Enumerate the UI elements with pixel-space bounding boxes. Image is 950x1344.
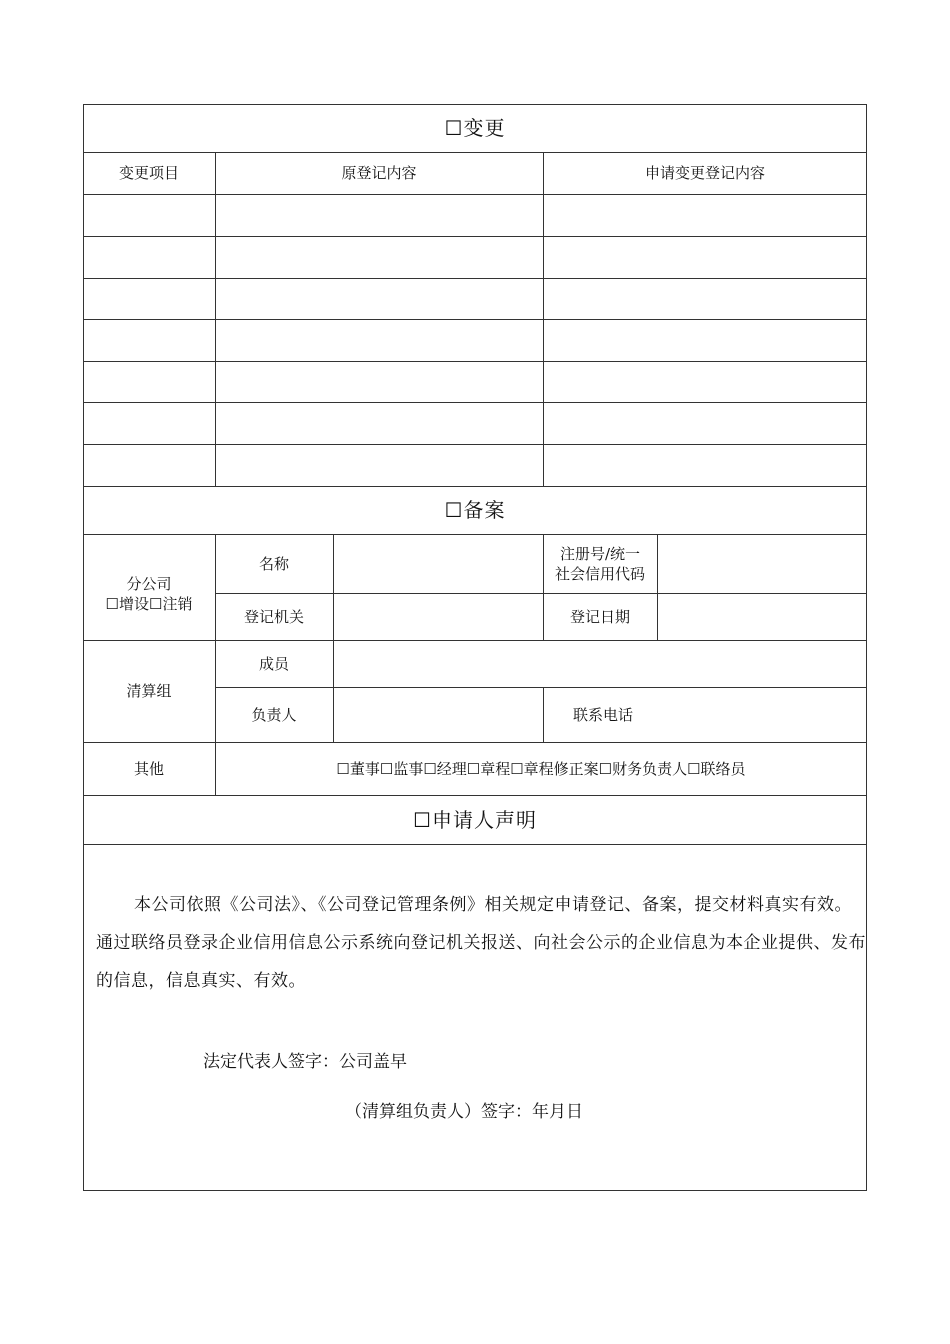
header-change-item: 变更项目 [118, 164, 179, 182]
other-options[interactable]: ☐董事☐监事☐经理☐章程☐章程修正案☐财务负责人☐联络员 [336, 759, 746, 778]
liquidation-leader-label: 负责人 [251, 705, 297, 724]
liquidation-members-label: 成员 [258, 654, 289, 673]
change-row-5-original[interactable] [215, 361, 543, 402]
change-row-7-item[interactable] [83, 444, 215, 486]
change-row-1-requested[interactable] [543, 194, 867, 236]
change-row-3-original[interactable] [215, 278, 543, 319]
branch-label-line2: ☐增设☐注销 [105, 595, 193, 613]
branch-label [83, 548, 215, 640]
branch-date-field[interactable] [657, 593, 867, 640]
branch-regno-label-line1: 注册号/统一 [559, 544, 641, 563]
branch-name-field[interactable] [333, 534, 543, 593]
change-row-2-requested[interactable] [543, 236, 867, 278]
change-row-6-requested[interactable] [543, 402, 867, 444]
header-requested-content: 申请变更登记内容 [644, 164, 765, 182]
change-row-4-requested[interactable] [543, 319, 867, 361]
branch-regno-field[interactable] [657, 534, 867, 593]
legal-rep-signature[interactable]: 法定代表人签字：公司盖早 [203, 1052, 407, 1072]
change-row-2-original[interactable] [215, 236, 543, 278]
branch-name-label: 名称 [258, 554, 289, 573]
branch-date-label: 登记日期 [569, 607, 630, 626]
liquidation-leader-field[interactable] [333, 687, 543, 742]
branch-authority-label: 登记机关 [243, 607, 304, 626]
other-label: 其他 [133, 759, 164, 778]
change-row-3-requested[interactable] [543, 278, 867, 319]
liquidation-label: 清算组 [126, 682, 172, 700]
change-row-7-requested[interactable] [543, 444, 867, 486]
header-original-content: 原登记内容 [341, 164, 417, 182]
change-section-title: ☐变更 [444, 116, 506, 140]
change-row-5-requested[interactable] [543, 361, 867, 402]
change-row-1-item[interactable] [83, 194, 215, 236]
branch-authority-field[interactable] [333, 593, 543, 640]
branch-regno-label [543, 534, 657, 593]
change-row-6-item[interactable] [83, 402, 215, 444]
filing-section-title: ☐备案 [444, 498, 506, 522]
change-row-1-original[interactable] [215, 194, 543, 236]
change-row-3-item[interactable] [83, 278, 215, 319]
liquidation-phone-field[interactable] [663, 687, 867, 742]
liquidation-leader-signature[interactable]: （清算组负责人）签字：年月日 [345, 1102, 583, 1122]
change-row-4-original[interactable] [215, 319, 543, 361]
branch-label-line1: 分公司 [126, 575, 172, 593]
branch-regno-label-line2: 社会信用代码 [554, 564, 645, 583]
change-row-5-item[interactable] [83, 361, 215, 402]
declaration-section-title: ☐申请人声明 [413, 807, 537, 832]
change-row-6-original[interactable] [215, 402, 543, 444]
liquidation-phone-label: 联系电话 [572, 705, 633, 724]
liquidation-members-field[interactable] [333, 640, 867, 687]
change-row-4-item[interactable] [83, 319, 215, 361]
change-row-7-original[interactable] [215, 444, 543, 486]
rule [83, 844, 867, 845]
declaration-text: 本公司依照《公司法》、《公司登记管理条例》相关规定申请登记、备案，提交材料真实有效。通过联络员登录企业信用信息公示系统向登记机关报送、向社会公示的企业信息为本企业提供、发布的信息，信息真实、有效。 [96, 895, 866, 991]
change-row-2-item[interactable] [83, 236, 215, 278]
